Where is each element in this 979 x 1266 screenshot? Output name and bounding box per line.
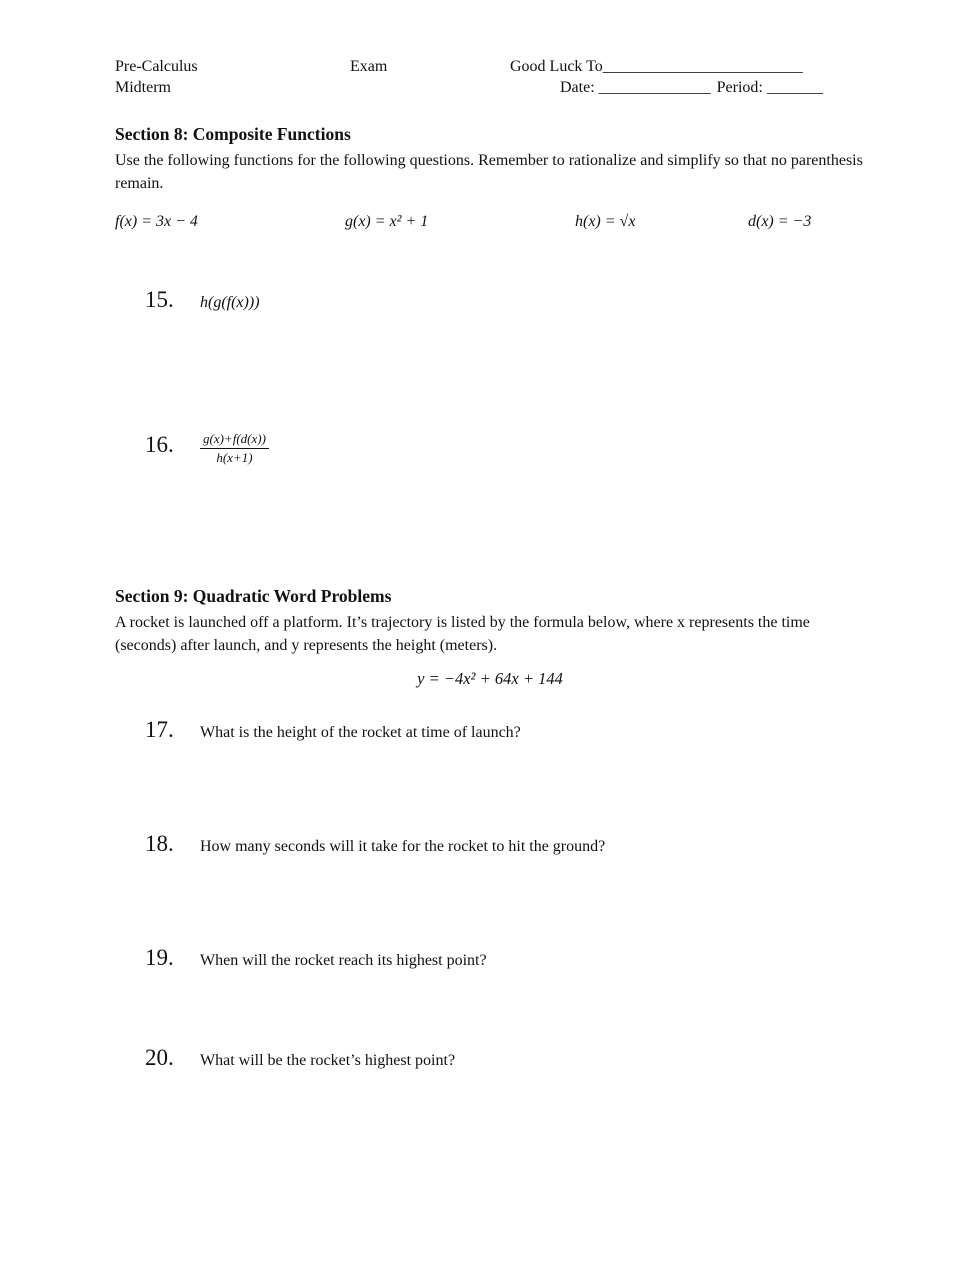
- fraction-denominator: h(x+1): [216, 450, 253, 465]
- question-19: [115, 945, 865, 971]
- header-course-block: [115, 56, 350, 98]
- function-f: f(x) = 3x − 4: [115, 213, 198, 230]
- question-18-text: How many seconds will it take for the rocket to hit the ground?: [200, 838, 606, 855]
- good-luck-blank: Good Luck To_________________________: [510, 58, 803, 75]
- fraction-numerator: g(x)+f(d(x)): [200, 431, 269, 449]
- question-20: [115, 1045, 865, 1071]
- rocket-formula: y = −4x² + 64x + 144: [417, 669, 563, 688]
- question-19-number: 19.: [145, 945, 174, 970]
- section-9-title: Section 9: Quadratic Word Problems: [115, 586, 392, 606]
- question-15-number: 15.: [145, 287, 174, 312]
- question-18: [115, 831, 865, 857]
- period-blank: Period: _______: [716, 79, 823, 96]
- question-17-number: 17.: [145, 717, 174, 742]
- function-bank: [115, 213, 865, 231]
- question-19-text: When will the rocket reach its highest point?: [200, 952, 487, 969]
- question-20-number: 20.: [145, 1045, 174, 1070]
- header: [115, 56, 865, 98]
- question-16-number: 16.: [145, 432, 174, 458]
- course-name: Pre-Calculus: [115, 58, 198, 75]
- date-blank: Date: ______________: [560, 79, 711, 96]
- function-g: g(x) = x² + 1: [345, 213, 429, 230]
- function-d: d(x) = −3: [748, 213, 812, 230]
- question-16-expression: [200, 431, 269, 466]
- question-18-number: 18.: [145, 831, 174, 856]
- header-name-block: [510, 56, 865, 98]
- question-17-text: What is the height of the rocket at time of launch?: [200, 724, 521, 741]
- section-8-title: Section 8: Composite Functions: [115, 124, 351, 144]
- term-name: Midterm: [115, 79, 171, 96]
- question-16: [115, 431, 865, 466]
- function-h: h(x) = √x: [575, 213, 636, 230]
- question-20-text: What will be the rocket’s highest point?: [200, 1052, 456, 1069]
- header-exam-block: [350, 56, 510, 77]
- question-15-expression: h(g(f(x))): [200, 294, 260, 311]
- section-9-intro: A rocket is launched off a platform. It’s trajectory is listed by the formula below, where x represents the time (seconds) after launch, and y represents the height (meters).: [115, 614, 810, 654]
- question-15: [115, 287, 865, 313]
- date-period-line: [560, 77, 865, 98]
- section-8-instructions: Use the following functions for the following questions. Remember to rationalize and simplify so that no parenthesis remain.: [115, 152, 863, 192]
- fraction: [200, 431, 269, 466]
- question-17: [115, 717, 865, 743]
- exam-label: Exam: [350, 58, 388, 75]
